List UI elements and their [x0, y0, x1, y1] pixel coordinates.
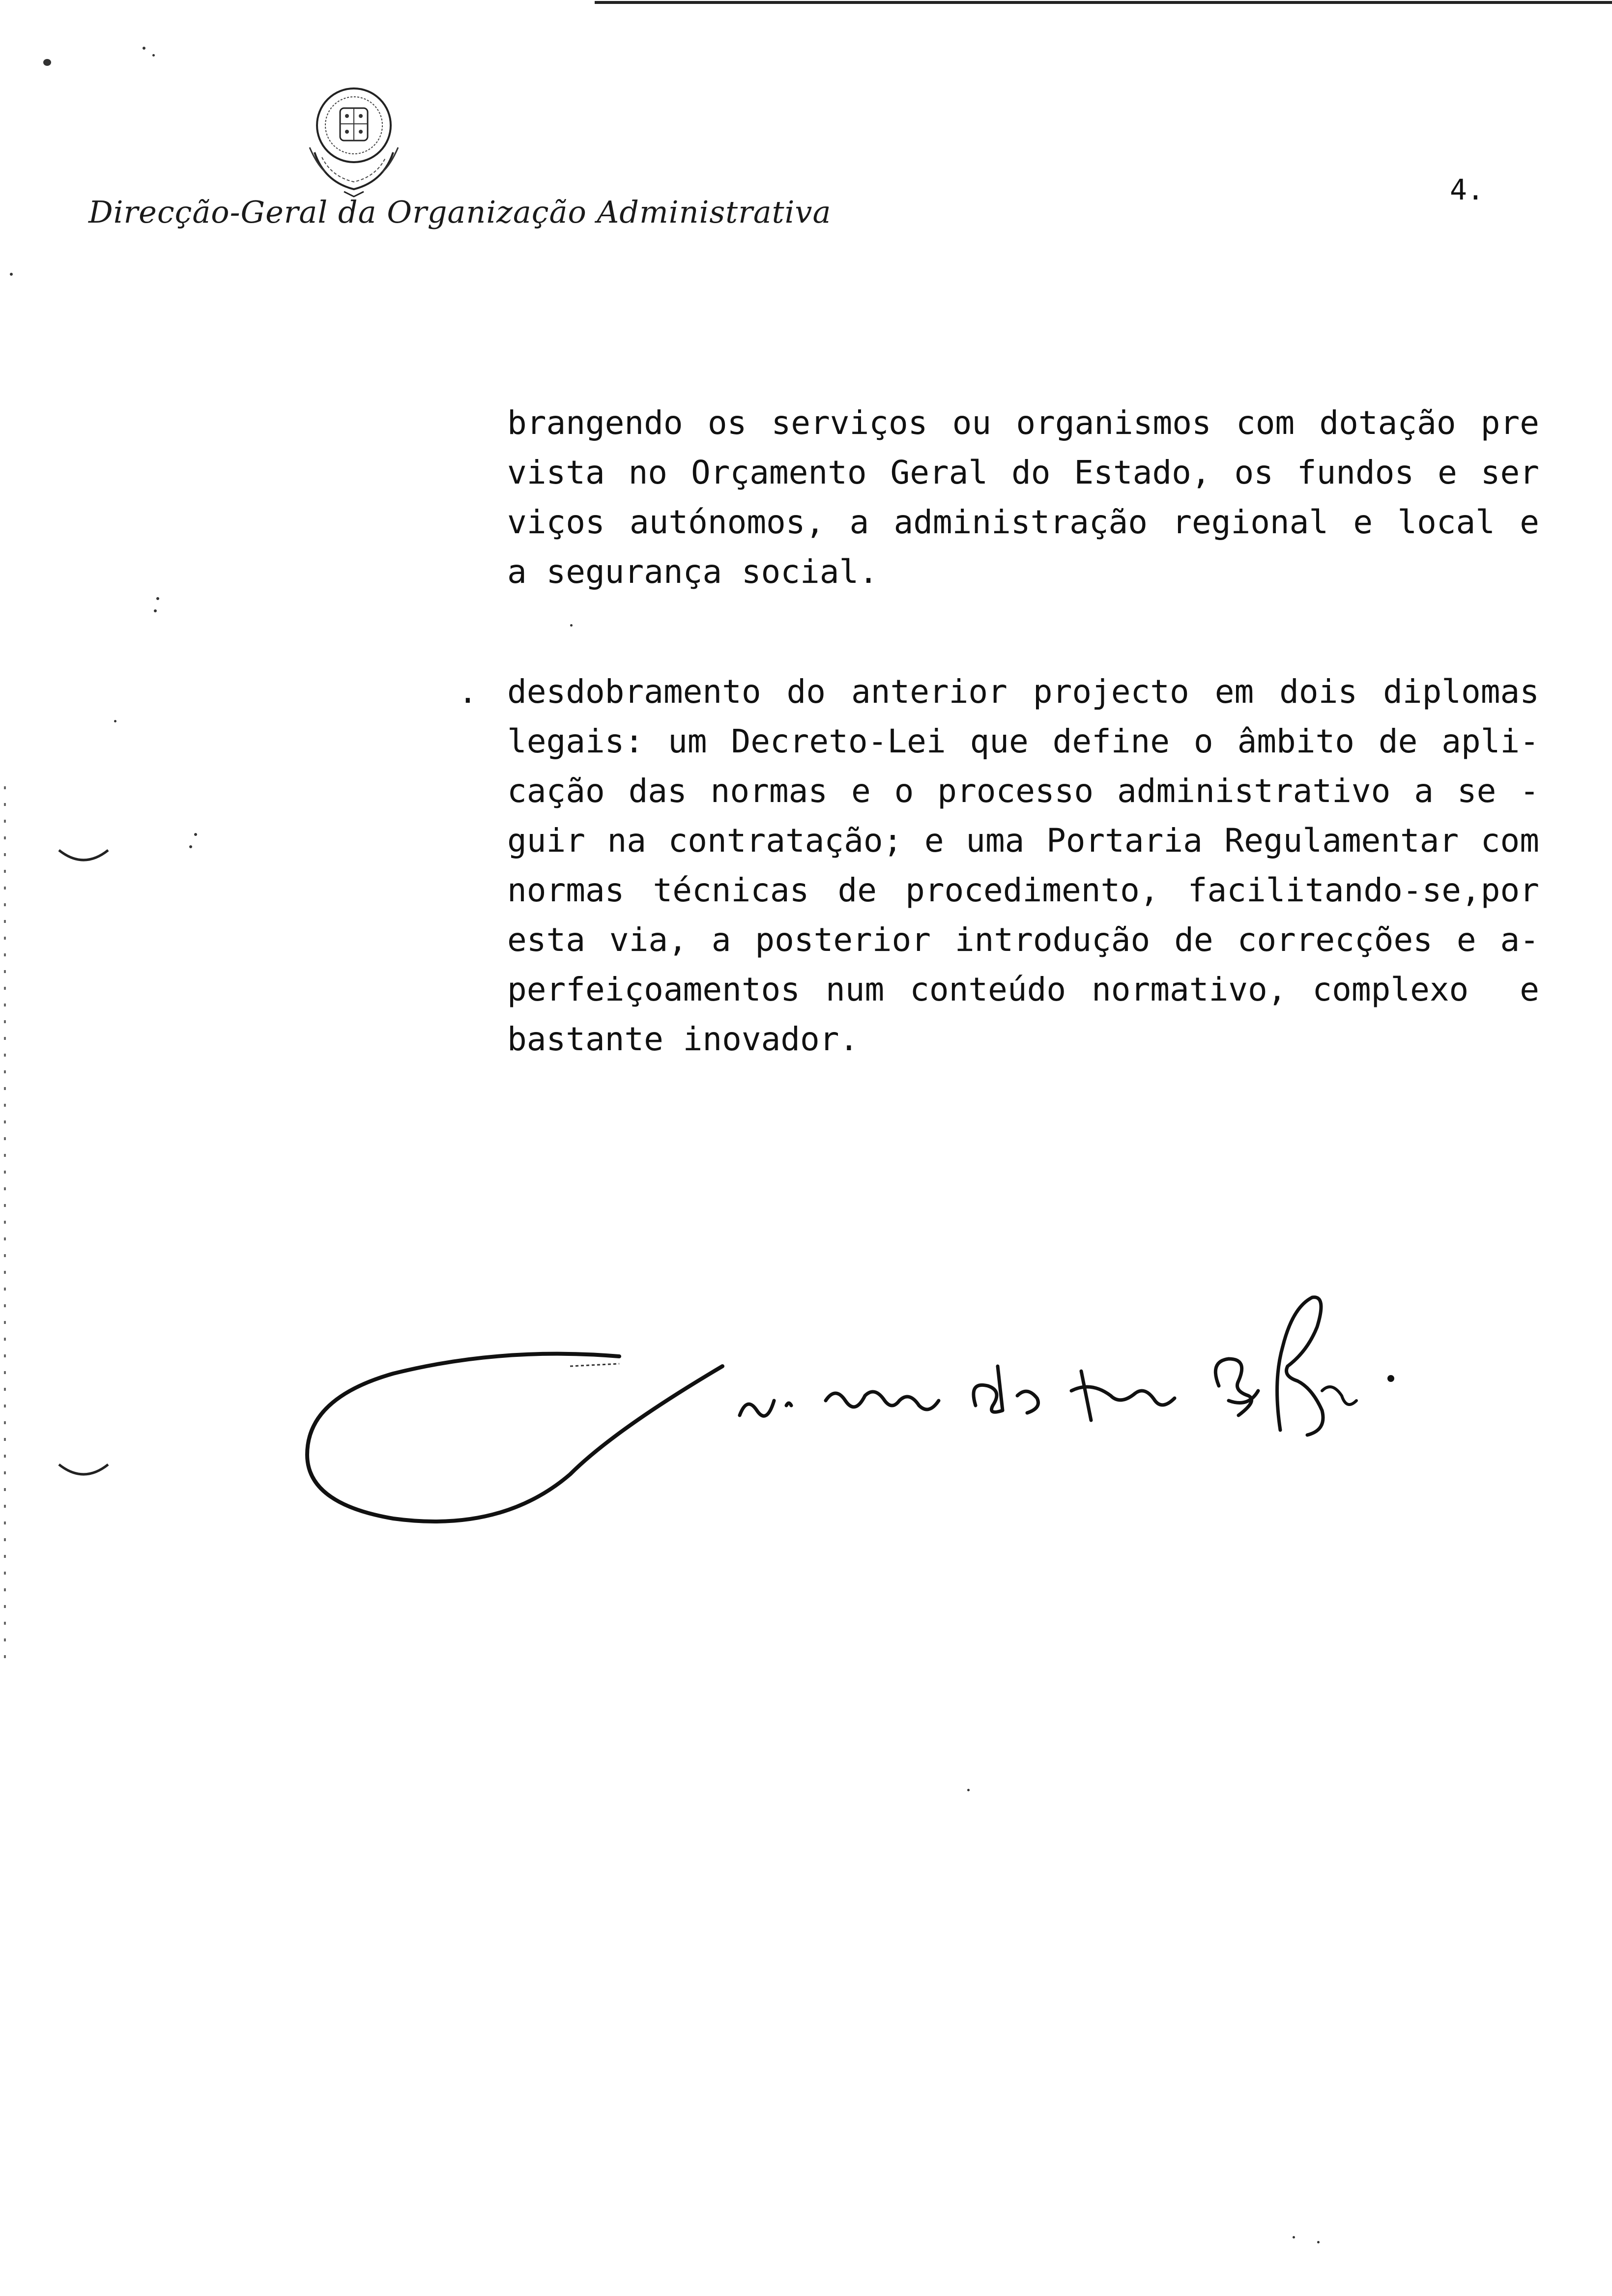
scan-speck [570, 624, 573, 627]
scan-speck [194, 833, 197, 836]
text-line: viços autónomos, a administração regional e local e [507, 503, 1539, 541]
scan-speck [143, 47, 145, 50]
text-line: normas técnicas de procedimento, facilitando-se,por [507, 871, 1539, 909]
text-line: legais: um Decreto-Lei que define o âmbito de apli- [507, 722, 1539, 760]
text-line: desdobramento do anterior projecto em dois diplomas [507, 673, 1539, 711]
scan-speck [152, 54, 155, 57]
margin-mark [57, 1462, 111, 1482]
text-line: a segurança social. [507, 553, 878, 591]
scan-speck [967, 1789, 970, 1791]
scan-speck [10, 273, 13, 276]
left-edge-dots [0, 786, 10, 1671]
text-line: guir na contratação; e uma Portaria Regulamentar com [507, 822, 1539, 860]
paragraph-bullet-item [507, 667, 1539, 1064]
text-line: vista no Orçamento Geral do Estado, os fundos e ser [507, 454, 1539, 491]
text-line: bastante inovador. [507, 1020, 859, 1058]
margin-mark [57, 848, 111, 867]
text-line: cação das normas e o processo administrativo a se - [507, 772, 1539, 810]
scan-speck [189, 845, 192, 848]
top-rule [595, 1, 1612, 4]
text-line: esta via, a posterior introdução de correcções e a- [507, 921, 1539, 959]
handwritten-signature [295, 1268, 1425, 1587]
letterhead: Direcção-Geral da Organização Administrativa [88, 194, 832, 230]
scan-speck [156, 597, 159, 600]
scan-speck [1293, 2236, 1295, 2239]
coat-of-arms-seal-icon [295, 79, 418, 201]
scan-speck [43, 59, 51, 66]
bullet-marker: . [458, 673, 478, 711]
scan-speck [114, 720, 116, 722]
page-number: 4. [1450, 173, 1484, 206]
text-line: brangendo os serviços ou organismos com dotação pre [507, 404, 1539, 442]
scan-speck [1317, 2241, 1320, 2243]
text-line: perfeiçoamentos num conteúdo normativo, complexo e [507, 971, 1539, 1008]
scan-speck [154, 609, 157, 612]
paragraph-continuation [507, 398, 1539, 597]
